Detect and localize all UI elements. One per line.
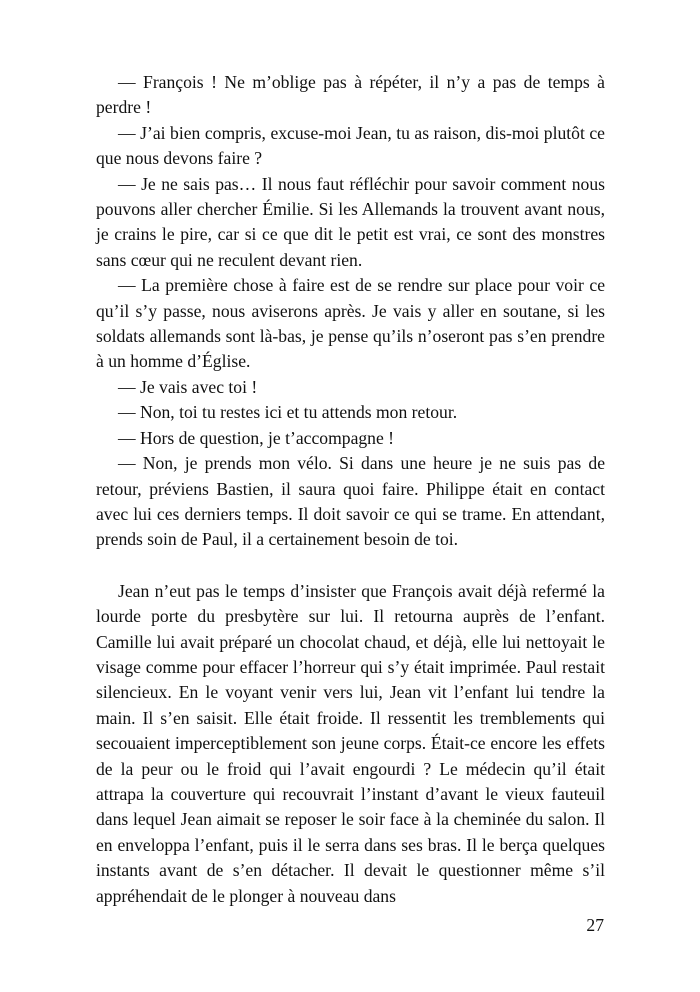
dialogue-line: — Non, toi tu restes ici et tu attends mon retour. (118, 402, 458, 423)
page-number: 27 (586, 915, 604, 935)
dialogue-line: — François ! Ne m’oblige pas à répéter, il n’y a pas de temps à perdre ! (96, 72, 605, 118)
dialogue-line: — Je vais avec toi ! (118, 376, 258, 397)
dialogue-line: — J’ai bien compris, excuse-moi Jean, tu as raison, dis-moi plutôt ce que nous devons faire ? (96, 122, 605, 169)
narrative-paragraph: Jean n’eut pas le temps d’insister que François avait déjà refermé la lourde porte du presbytère sur lui. Il retourna auprès de l’enfant. Camille lui avait préparé un chocolat chaud, et déjà, elle lui nettoyait le visage comme pour effacer l’horreur qui s’y était imprimée. Paul restait silencieux. En le voyant venir vers lui, Jean vit l’enfant lui tendre la main. Il s’en saisit. Elle était froide. Il ressentit les tremblements qui secouaient imperceptiblement son jeune corps. Était-ce encore les effets de la peur ou le froid qui l’avait engourdi ? Le médecin qu’il était attrapa la couverture qui recouvrait l’instant d’avant le vieux fauteuil dans lequel Jean aimait se reposer le soir face à la cheminée du salon. Il en enveloppa l’enfant, puis il le serra dans ses bras. Il le berça quelques instants avant de s’en détacher. Il devait le questionner même s’il appréhendait de le plonger à nouveau dans (96, 580, 605, 906)
dialogue-line: — Non, je prends mon vélo. Si dans une heure je ne suis pas de retour, préviens Bastien, il saura quoi faire. Philippe était en contact avec lui ces derniers temps. Il doit savoir ce qui se trame. En attendant, prends soin de Paul, il a certainement besoin de toi. (96, 453, 605, 550)
page-body (96, 70, 605, 909)
paragraph-spacer (96, 553, 605, 579)
dialogue-line: — La première chose à faire est de se rendre sur place pour voir ce qu’il s’y passe, nous aviserons après. Je vais y aller en soutane, si les soldats allemands sont là-bas, je pense qu’ils n’oseront pas s’en prendre à un homme d’Église. (96, 275, 605, 372)
dialogue-line: — Hors de question, je t’accompagne ! (118, 427, 395, 448)
dialogue-line: — Je ne sais pas… Il nous faut réfléchir pour savoir comment nous pouvons aller chercher Émilie. Si les Allemands la trouvent avant nous, je crains le pire, car si ce que dit le petit est vrai, ce sont des monstres sans cœur qui ne reculent devant rien. (96, 173, 605, 270)
